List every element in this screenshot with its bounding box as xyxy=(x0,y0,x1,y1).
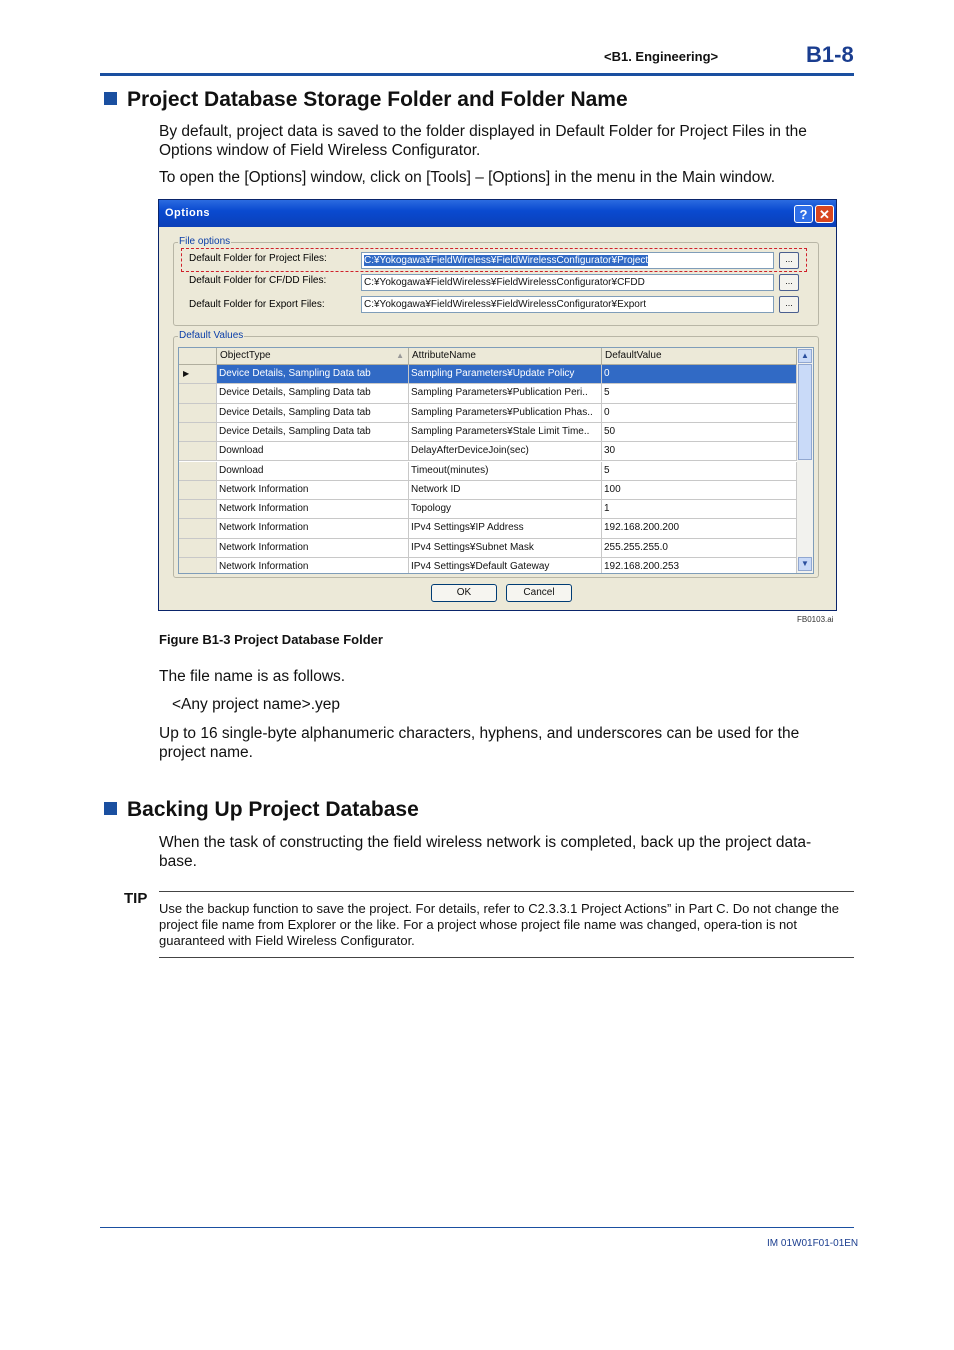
table-cell: 5 xyxy=(602,462,797,481)
table-cell: IPv4 Settings¥Default Gateway xyxy=(409,558,602,574)
table-cell: Network Information xyxy=(217,481,409,500)
table-cell: IPv4 Settings¥Subnet Mask xyxy=(409,539,602,558)
table-cell: 50 xyxy=(602,423,797,442)
figure-id: FB0103.ai xyxy=(797,615,834,624)
table-cell: Sampling Parameters¥Publication Peri.. xyxy=(409,384,602,403)
sort-ascending-icon: ▲ xyxy=(396,351,404,360)
table-cell: Device Details, Sampling Data tab xyxy=(217,365,409,384)
row-header-corner xyxy=(179,348,217,365)
table-cell: Device Details, Sampling Data tab xyxy=(217,384,409,403)
table-cell: 192.168.200.200 xyxy=(602,519,797,538)
section1-para1: By default, project data is saved to the folder displayed in Default Folder for Project Files in the Options window of Field Wireless Configurator. xyxy=(159,123,807,159)
row-header[interactable] xyxy=(179,539,217,558)
tip-label: TIP xyxy=(124,890,148,907)
row-header[interactable] xyxy=(179,423,217,442)
scroll-thumb[interactable] xyxy=(798,364,812,460)
project-folder-label: Default Folder for Project Files: xyxy=(189,253,327,264)
filename-rule: Up to 16 single-byte alphanumeric characters, hyphens, and underscores can be used for the project name. xyxy=(159,725,800,761)
default-values-table[interactable] xyxy=(178,347,814,574)
table-cell: Timeout(minutes) xyxy=(409,462,602,481)
dialog-title: Options xyxy=(165,207,211,219)
table-cell: DelayAfterDeviceJoin(sec) xyxy=(409,442,602,461)
table-row[interactable] xyxy=(179,442,797,461)
table-cell: Network Information xyxy=(217,519,409,538)
tip-text: Use the backup function to save the project. For details, refer to C2.3.3.1 Project Actions” in Part C. Do not change the project file name from Explorer or the like. For a project whose project file name was changed, opera-tion is not guaranteed with Field Wireless Configurator. xyxy=(159,901,839,948)
header-rule xyxy=(100,73,854,76)
table-row[interactable] xyxy=(179,500,797,519)
table-cell: Device Details, Sampling Data tab xyxy=(217,404,409,423)
table-cell: IPv4 Settings¥IP Address xyxy=(409,519,602,538)
column-header-objecttype[interactable]: ObjectType ▲ xyxy=(217,348,409,365)
tip-top-rule xyxy=(159,891,854,892)
table-cell: Download xyxy=(217,442,409,461)
table-cell: Device Details, Sampling Data tab xyxy=(217,423,409,442)
table-row[interactable] xyxy=(179,365,797,384)
row-header[interactable]: ▶ xyxy=(179,365,217,384)
project-folder-browse-button[interactable]: ... xyxy=(779,252,799,269)
table-cell: 100 xyxy=(602,481,797,500)
square-bullet-icon xyxy=(104,92,117,105)
scroll-up-icon[interactable]: ▲ xyxy=(798,349,812,363)
cfdd-folder-label: Default Folder for CF/DD Files: xyxy=(189,275,327,286)
table-scrollbar[interactable] xyxy=(797,348,813,573)
row-header[interactable] xyxy=(179,481,217,500)
table-cell: Sampling Parameters¥Stale Limit Time.. xyxy=(409,423,602,442)
row-header[interactable] xyxy=(179,404,217,423)
document-id: IM 01W01F01-01EN xyxy=(767,1238,859,1249)
table-cell: 30 xyxy=(602,442,797,461)
ok-button[interactable]: OK xyxy=(431,584,497,602)
export-folder-label: Default Folder for Export Files: xyxy=(189,299,325,310)
table-cell: 0 xyxy=(602,404,797,423)
file-options-label: File options xyxy=(179,236,231,247)
square-bullet-icon xyxy=(104,802,117,815)
table-cell: Download xyxy=(217,462,409,481)
filename-pattern: <Any project name>.yep xyxy=(172,696,341,713)
table-row[interactable] xyxy=(179,404,797,423)
row-header[interactable] xyxy=(179,462,217,481)
help-icon[interactable]: ? xyxy=(794,205,813,223)
cfdd-folder-browse-button[interactable]: ... xyxy=(779,274,799,291)
table-cell: Network Information xyxy=(217,539,409,558)
page-number: B1-8 xyxy=(806,42,854,67)
tip-bottom-rule xyxy=(159,957,854,958)
project-folder-input[interactable]: C:¥Yokogawa¥FieldWireless¥FieldWirelessConfigurator¥Project xyxy=(361,252,774,269)
table-row[interactable] xyxy=(179,539,797,558)
table-cell: Topology xyxy=(409,500,602,519)
section2-para: When the task of constructing the field wireless network is completed, back up the project data-base. xyxy=(159,834,812,870)
scroll-down-icon[interactable]: ▼ xyxy=(798,557,812,571)
default-values-label: Default Values xyxy=(179,330,244,341)
column-header-defaultvalue[interactable]: DefaultValue xyxy=(602,348,797,365)
export-folder-browse-button[interactable]: ... xyxy=(779,296,799,313)
table-row[interactable] xyxy=(179,462,797,481)
row-header[interactable] xyxy=(179,519,217,538)
table-row[interactable] xyxy=(179,558,797,574)
close-icon[interactable]: ✕ xyxy=(815,205,834,223)
table-cell: 192.168.200.253 xyxy=(602,558,797,574)
section1-heading: Project Database Storage Folder and Folder Name xyxy=(104,88,628,112)
filename-intro: The file name is as follows. xyxy=(159,668,346,685)
table-cell: 5 xyxy=(602,384,797,403)
cancel-button[interactable]: Cancel xyxy=(506,584,572,602)
table-cell: Sampling Parameters¥Publication Phas.. xyxy=(409,404,602,423)
dialog-titlebar xyxy=(159,200,836,227)
footer-rule xyxy=(100,1227,854,1228)
header-section: <B1. Engineering> xyxy=(604,49,719,64)
section1-para2: To open the [Options] window, click on [Tools] – [Options] in the menu in the Main window. xyxy=(159,169,776,186)
row-header[interactable] xyxy=(179,558,217,574)
options-dialog xyxy=(158,199,837,611)
row-header[interactable] xyxy=(179,500,217,519)
cfdd-folder-input[interactable]: C:¥Yokogawa¥FieldWireless¥FieldWirelessConfigurator¥CFDD xyxy=(361,274,774,291)
table-cell: Network Information xyxy=(217,558,409,574)
table-cell: 255.255.255.0 xyxy=(602,539,797,558)
table-cell: Sampling Parameters¥Update Policy xyxy=(409,365,602,384)
table-cell: Network Information xyxy=(217,500,409,519)
table-row[interactable] xyxy=(179,384,797,403)
row-header[interactable] xyxy=(179,442,217,461)
table-cell: 0 xyxy=(602,365,797,384)
figure-caption: Figure B1-3 Project Database Folder xyxy=(159,632,383,647)
section2-heading: Backing Up Project Database xyxy=(104,798,419,822)
export-folder-input[interactable]: C:¥Yokogawa¥FieldWireless¥FieldWirelessConfigurator¥Export xyxy=(361,296,774,313)
table-row[interactable] xyxy=(179,481,797,500)
column-header-attributename[interactable]: AttributeName xyxy=(409,348,602,365)
table-row[interactable] xyxy=(179,519,797,538)
table-cell: Network ID xyxy=(409,481,602,500)
row-header[interactable] xyxy=(179,384,217,403)
table-row[interactable] xyxy=(179,423,797,442)
table-cell: 1 xyxy=(602,500,797,519)
